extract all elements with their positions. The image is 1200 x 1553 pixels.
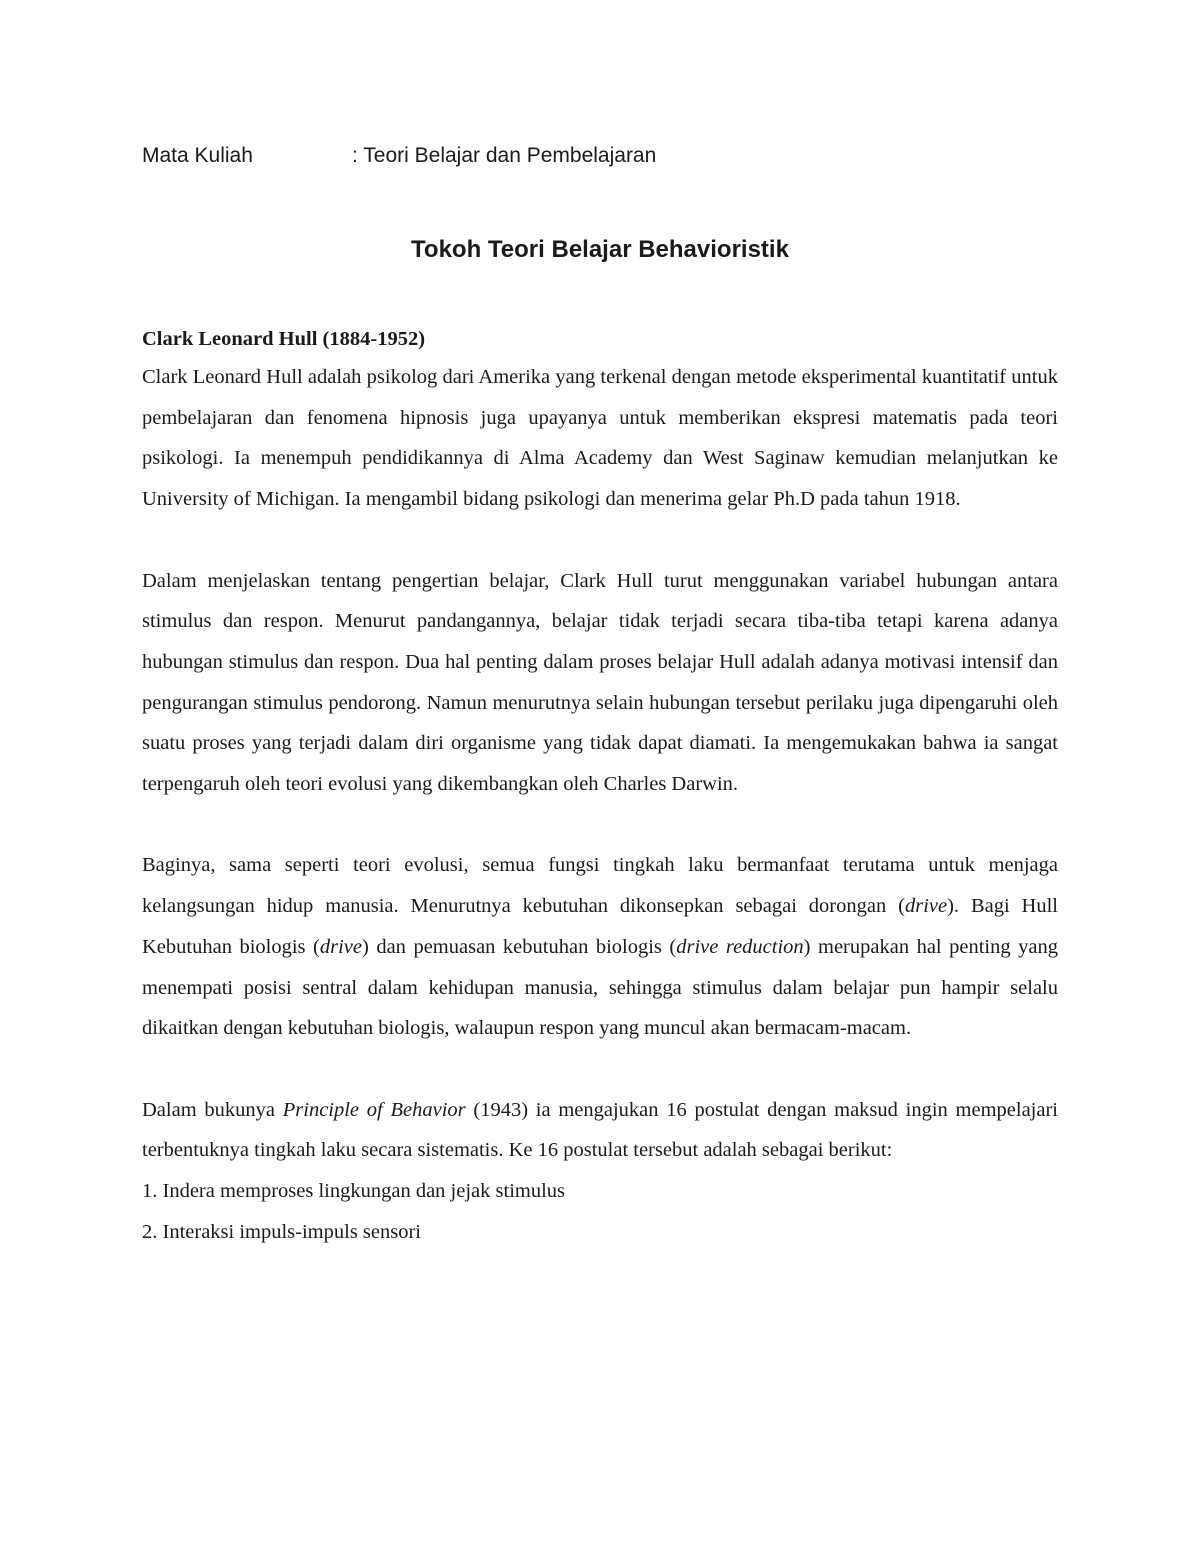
text-run: Baginya, sama seperti teori evolusi, semua fungsi tingkah laku bermanfaat terutama untuk menjaga kelangsungan hidup manusia. Menurutnya kebutuhan dikonsepkan sebagai dorongan (: [142, 854, 1058, 918]
paragraph-hull-biography: Clark Leonard Hull adalah psikolog dari Amerika yang terkenal dengan metode eksperimental kuantitatif untuk pembelajaran dan fenomena hipnosis juga upayanya untuk memberikan ekspresi matematis pada teori psikologi. Ia menempuh pendidikannya di Alma Academy dan West Saginaw kemudian melanjutkan ke University of Michigan. Ia mengambil bidang psikologi dan menerima gelar Ph.D pada tahun 1918.: [142, 366, 1058, 511]
paragraph-drive-theory: [142, 845, 1058, 1049]
text-run: (1943) ia mengajukan 16 postulat dengan maksud ingin mempelajari terbentuknya tingkah laku secara sistematis. Ke 16 postulat tersebut adalah sebagai berikut:: [142, 1098, 1058, 1162]
text-run: Dalam bukunya: [142, 1098, 283, 1121]
course-info: [142, 141, 656, 171]
course-value: : Teori Belajar dan Pembelajaran: [352, 144, 657, 167]
paragraph-learning-definition: Dalam menjelaskan tentang pengertian belajar, Clark Hull turut menggunakan variabel hubungan antara stimulus dan respon. Menurut pandangannya, belajar tidak terjadi secara tiba-tiba tetapi karena adanya hubungan stimulus dan respon. Dua hal penting dalam proses belajar Hull adalah adanya motivasi intensif dan pengurangan stimulus pendorong. Namun menurutnya selain hubungan tersebut perilaku juga dipengaruhi oleh suatu proses yang terjadi dalam diri organisme yang tidak dapat diamati. Ia mengemukakan bahwa ia sangat terpengaruh oleh teori evolusi yang dikembangkan oleh Charles Darwin.: [142, 569, 1058, 796]
document-body: [142, 321, 1058, 1252]
italic-term: drive: [904, 895, 948, 918]
italic-term: drive reduction: [676, 935, 804, 958]
italic-term: drive: [319, 935, 362, 958]
course-label: Mata Kuliah: [142, 144, 253, 167]
paragraph-spacer: [142, 1049, 1058, 1090]
paragraph-postulates-intro: [142, 1090, 1058, 1171]
section-heading: Clark Leonard Hull (1884-1952): [142, 328, 426, 350]
paragraph-spacer: [142, 805, 1058, 846]
text-run: ). Bagi Hull Kebutuhan biologis (: [142, 895, 1058, 958]
document-page: [142, 0, 1058, 1553]
document-title: Tokoh Teori Belajar Behavioristik: [411, 236, 789, 263]
list-item: 2. Interaksi impuls-impuls sensori: [142, 1220, 422, 1243]
text-run: ) dan pemuasan kebutuhan biologis (: [362, 935, 677, 958]
book-title: Principle of Behavior: [282, 1098, 466, 1121]
postulate-list: [142, 1171, 1058, 1252]
list-item: 1. Indera memproses lingkungan dan jejak stimulus: [142, 1180, 566, 1203]
paragraph-spacer: [142, 520, 1058, 561]
text-run: ) merupakan hal penting yang menempati posisi sentral dalam kehidupan manusia, sehingga stimulus dalam belajar pun hampir selalu dikaitkan dengan kebutuhan biologis, walaupun respon yang muncul akan bermacam-macam.: [142, 935, 1058, 1040]
